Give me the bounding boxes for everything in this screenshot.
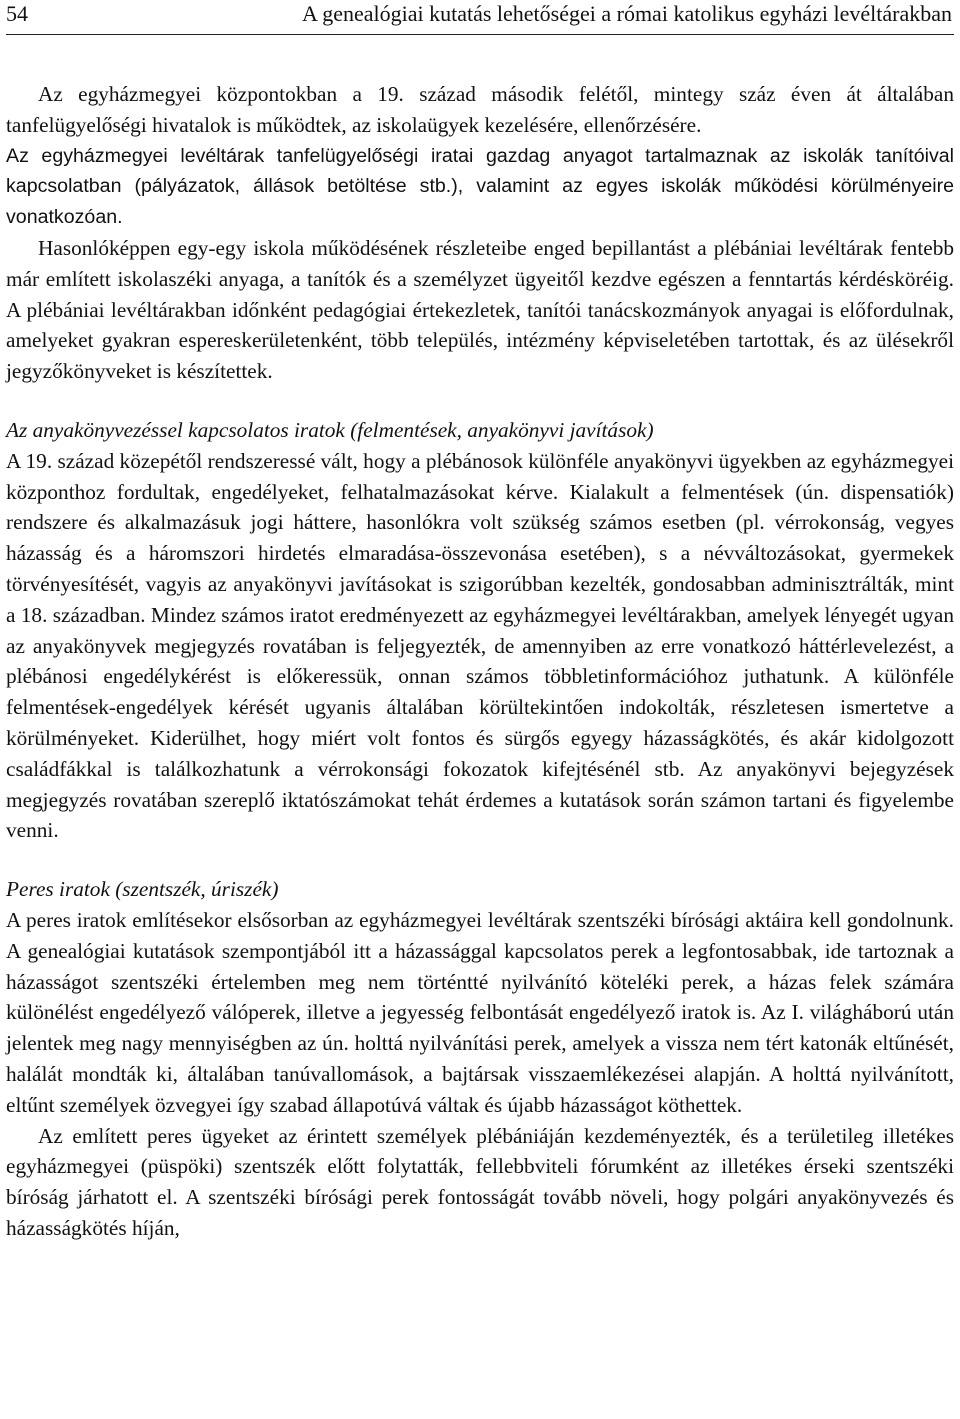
page-header xyxy=(6,0,954,35)
page-number: 54 xyxy=(6,1,28,26)
running-title: A genealógiai kutatás lehetőségei a római katolikus egyházi levéltárakban xyxy=(302,1,952,26)
paragraph-court-records: A peres iratok említésekor elsősorban az egyházmegyei levéltárak szentszéki bírósági aktáira kell gondolnunk. A genealógiai kutatások szempontjából itt a házassággal kapcsolatos perek a legfontosabbak, ide tartoznak a házasságot szentszéki értelemben meg nem történtté nyilvánító köteléki perek, a házas felek számára különélést engedélyező válóperek, illetve a jegyesség felbontását engedélyező iratok is. Az I. világháború után jelentek meg nagy mennyiségben az ún. holttá nyilvánítási perek, amelyek a vissza nem tért katonák eltűnését, halálát mondták ki, általában tanúvallomások, a bajtársak visszaemlékezései alapján. A holttá nyilvánított, eltűnt személyek özvegyei így szabad állapotúvá váltak és újabb házasságot köthettek. xyxy=(6,907,954,1117)
paragraph-parish-school-records: Hasonlóképpen egy-egy iskola működésének részleteibe enged bepillantást a plébániai levéltárak fentebb már említett iskolaszéki anyaga, a tanítók és a személyzet ügyeitől kezdve egészen a fenntartás kérdésköréig. A plébániai levéltárakban időnként pedagógiai értekezletek, tanítói tanácskozmányok anyagai is előfordulnak, amelyeket gyakran espereskerületenként, több település, intézmény képviseletében tartottak, és az ülésekről jegyzőkönyveket is készítettek. xyxy=(6,235,954,384)
document-page xyxy=(6,0,954,1244)
section-heading-registry-records: Az anyakönyvezéssel kapcsolatos iratok (felmentések, anyakönyvi javítások) xyxy=(6,417,654,442)
section-heading-court-records: Peres iratok (szentszék, úriszék) xyxy=(6,877,279,902)
paragraph-court-proceedings: Az említett peres ügyeket az érintett személyek plébániáján kezdeményezték, és a területileg illetékes egyházmegyei (püspöki) szentszék előtt folytatták, fellebbviteli fórumként az illetékes érseki szentszéki bíróság járhatott el. A szentszéki bírósági perek fontosságát tovább növeli, hogy polgári anyakönyvezés és házasságkötés híján, xyxy=(6,1123,954,1240)
paragraph-school-supervision: Az egyházmegyei központokban a 19. század második felétől, mintegy száz éven át általában tanfelügyelőségi hivatalok is működtek, az iskolaügyek kezelésére, ellenőrzésére. xyxy=(6,82,954,137)
paragraph-supervision-records: Az egyházmegyei levéltárak tanfelügyelőségi iratai gazdag anyagot tartalmaznak az iskolák tanítóival kapcsolatban (pályázatok, állások betöltése stb.), valamint az egyes iskolák működési körülményeire vonatkozóan. xyxy=(6,144,954,229)
body-text xyxy=(6,79,954,1244)
paragraph-dispensations: A 19. század közepétől rendszeressé vált, hogy a plébánosok különféle anyakönyvi ügyekben az egyházmegyei központhoz fordultak, engedélyeket, felhatalmazásokat kérve. Kialakult a felmentések (ún. dispensatiók) rendszere és alkalmazásuk jogi háttere, hasonlókra volt szükség számos esetben (pl. vérrokonság, vegyes házasság és a háromszori hirdetés elmaradása-összevonása esetében), s a névváltozásokat, gyermekek törvényesítését, vagyis az anyakönyvi javításokat is szigorúbban kezelték, gondosabban adminisztrálták, mint a 18. században. Mindez számos iratot eredményezett az egyházmegyei levéltárakban, amelyek lényegét ugyan az anyakönyvek megjegyzés rovatában is feljegyezték, de amennyiben az erre vonatkozó háttérlevelezést, a plébánosi engedélykérést is előkeressük, onnan számos többletinformációhoz juthatunk. A különféle felmentések-engedélyek kérését ugyanis általában körültekintően indokolták, részletesen ismertetve a körülményeket. Kiderülhet, hogy miért volt fontos és sürgős egyegy házasságkötés, és akár kidolgozott családfákkal is találkozhatunk a vérrokonsági fokozatok kifejtésénél stb. Az anyakönyvi bejegyzések megjegyzés rovatában szereplő iktatószámokat tehát érdemes a kutatások során számon tartani és figyelembe venni. xyxy=(6,448,954,843)
